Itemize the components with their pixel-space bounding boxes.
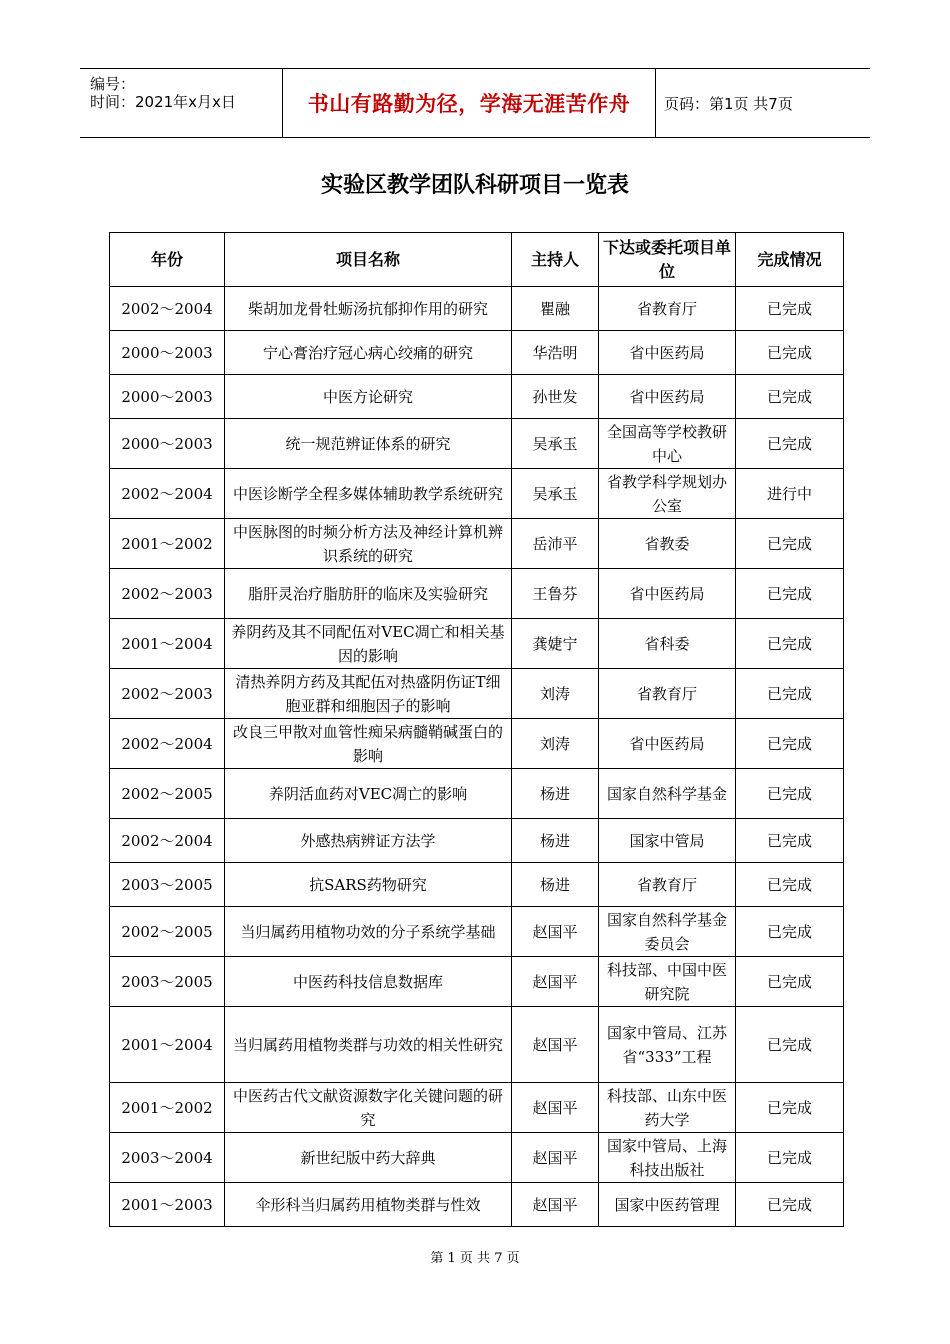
unit-cell: 科技部、中国中医研究院 bbox=[599, 957, 736, 1007]
project-name-cell: 宁心膏治疗冠心病心绞痛的研究 bbox=[225, 331, 512, 375]
project-name-cell: 改良三甲散对血管性痴呆病髓鞘碱蛋白的影响 bbox=[225, 719, 512, 769]
table-row bbox=[110, 1133, 844, 1183]
status-cell: 进行中 bbox=[736, 469, 844, 519]
unit-cell: 省教育厅 bbox=[599, 669, 736, 719]
year-cell: 2001～2004 bbox=[110, 1007, 225, 1083]
table-row bbox=[110, 907, 844, 957]
leader-cell: 赵国平 bbox=[512, 1133, 599, 1183]
unit-cell: 省教学科学规划办公室 bbox=[599, 469, 736, 519]
table-row bbox=[110, 863, 844, 907]
column-header-status: 完成情况 bbox=[736, 233, 844, 287]
unit-cell: 省中医药局 bbox=[599, 719, 736, 769]
leader-cell: 杨进 bbox=[512, 769, 599, 819]
unit-cell: 全国高等学校教研中心 bbox=[599, 419, 736, 469]
year-cell: 2001～2002 bbox=[110, 519, 225, 569]
table-row bbox=[110, 719, 844, 769]
table-header-row bbox=[110, 233, 844, 287]
unit-cell: 省科委 bbox=[599, 619, 736, 669]
status-cell: 已完成 bbox=[736, 863, 844, 907]
table-row bbox=[110, 769, 844, 819]
project-name-cell: 统一规范辨证体系的研究 bbox=[225, 419, 512, 469]
status-cell: 已完成 bbox=[736, 569, 844, 619]
table-row bbox=[110, 957, 844, 1007]
year-cell: 2002～2003 bbox=[110, 569, 225, 619]
leader-cell: 吴承玉 bbox=[512, 469, 599, 519]
year-cell: 2002～2004 bbox=[110, 719, 225, 769]
project-name-cell: 养阴药及其不同配伍对VEC凋亡和相关基因的影响 bbox=[225, 619, 512, 669]
project-name-cell: 抗SARS药物研究 bbox=[225, 863, 512, 907]
status-cell: 已完成 bbox=[736, 287, 844, 331]
table-row bbox=[110, 519, 844, 569]
year-cell: 2000～2003 bbox=[110, 331, 225, 375]
year-cell: 2002～2004 bbox=[110, 469, 225, 519]
column-header-leader: 主持人 bbox=[512, 233, 599, 287]
page-header bbox=[80, 68, 870, 138]
page-footer: 第 1 页 共 7 页 bbox=[430, 1251, 520, 1266]
status-cell: 已完成 bbox=[736, 519, 844, 569]
project-name-cell: 柴胡加龙骨牡蛎汤抗郁抑作用的研究 bbox=[225, 287, 512, 331]
project-name-cell: 养阴活血药对VEC凋亡的影响 bbox=[225, 769, 512, 819]
status-cell: 已完成 bbox=[736, 769, 844, 819]
unit-cell: 国家自然科学基金委员会 bbox=[599, 907, 736, 957]
table-body bbox=[110, 287, 844, 1227]
project-name-cell: 中医方论研究 bbox=[225, 375, 512, 419]
unit-cell: 科技部、山东中医药大学 bbox=[599, 1083, 736, 1133]
status-cell: 已完成 bbox=[736, 1183, 844, 1227]
year-cell: 2003～2005 bbox=[110, 863, 225, 907]
status-cell: 已完成 bbox=[736, 375, 844, 419]
unit-cell: 国家中管局、江苏省“333”工程 bbox=[599, 1007, 736, 1083]
document-title: 实验区教学团队科研项目一览表 bbox=[320, 173, 629, 198]
table-row bbox=[110, 619, 844, 669]
leader-cell: 吴承玉 bbox=[512, 419, 599, 469]
project-name-cell: 中医诊断学全程多媒体辅助教学系统研究 bbox=[225, 469, 512, 519]
column-header-unit: 下达或委托项目单位 bbox=[599, 233, 736, 287]
header-page-info bbox=[654, 69, 870, 137]
unit-cell: 国家中医药管理 bbox=[599, 1183, 736, 1227]
year-cell: 2001～2004 bbox=[110, 619, 225, 669]
table-row bbox=[110, 469, 844, 519]
unit-cell: 省教委 bbox=[599, 519, 736, 569]
table-row bbox=[110, 819, 844, 863]
year-cell: 2000～2003 bbox=[110, 419, 225, 469]
leader-cell: 赵国平 bbox=[512, 1007, 599, 1083]
table-row bbox=[110, 331, 844, 375]
table-row bbox=[110, 1183, 844, 1227]
project-name-cell: 中医药科技信息数据库 bbox=[225, 957, 512, 1007]
status-cell: 已完成 bbox=[736, 331, 844, 375]
unit-cell: 省教育厅 bbox=[599, 863, 736, 907]
year-cell: 2001～2003 bbox=[110, 1183, 225, 1227]
status-cell: 已完成 bbox=[736, 1083, 844, 1133]
table-row bbox=[110, 419, 844, 469]
year-cell: 2002～2004 bbox=[110, 287, 225, 331]
unit-cell: 省教育厅 bbox=[599, 287, 736, 331]
table-row bbox=[110, 1007, 844, 1083]
table-row bbox=[110, 1083, 844, 1133]
year-cell: 2003～2004 bbox=[110, 1133, 225, 1183]
leader-cell: 杨进 bbox=[512, 863, 599, 907]
leader-cell: 龚婕宁 bbox=[512, 619, 599, 669]
leader-cell: 赵国平 bbox=[512, 1183, 599, 1227]
year-cell: 2002～2003 bbox=[110, 669, 225, 719]
unit-cell: 省中医药局 bbox=[599, 331, 736, 375]
status-cell: 已完成 bbox=[736, 1007, 844, 1083]
status-cell: 已完成 bbox=[736, 619, 844, 669]
header-meta bbox=[80, 69, 282, 137]
leader-cell: 岳沛平 bbox=[512, 519, 599, 569]
table-row bbox=[110, 375, 844, 419]
leader-cell: 华浩明 bbox=[512, 331, 599, 375]
leader-cell: 刘涛 bbox=[512, 719, 599, 769]
unit-cell: 省中医药局 bbox=[599, 375, 736, 419]
year-cell: 2000～2003 bbox=[110, 375, 225, 419]
leader-cell: 瞿融 bbox=[512, 287, 599, 331]
leader-cell: 杨进 bbox=[512, 819, 599, 863]
leader-cell: 赵国平 bbox=[512, 1083, 599, 1133]
status-cell: 已完成 bbox=[736, 819, 844, 863]
leader-cell: 王鲁芬 bbox=[512, 569, 599, 619]
doc-number-label: 编号： bbox=[90, 75, 136, 93]
year-cell: 2002～2004 bbox=[110, 819, 225, 863]
unit-cell: 国家中管局 bbox=[599, 819, 736, 863]
leader-cell: 刘涛 bbox=[512, 669, 599, 719]
year-cell: 2002～2005 bbox=[110, 907, 225, 957]
project-name-cell: 新世纪版中药大辞典 bbox=[225, 1133, 512, 1183]
status-cell: 已完成 bbox=[736, 1133, 844, 1183]
unit-cell: 国家自然科学基金 bbox=[599, 769, 736, 819]
year-cell: 2002～2005 bbox=[110, 769, 225, 819]
leader-cell: 孙世发 bbox=[512, 375, 599, 419]
leader-cell: 赵国平 bbox=[512, 957, 599, 1007]
project-name-cell: 外感热病辨证方法学 bbox=[225, 819, 512, 863]
project-name-cell: 中医脉图的时频分析方法及神经计算机辨识系统的研究 bbox=[225, 519, 512, 569]
project-name-cell: 清热养阴方药及其配伍对热盛阴伤证T细胞亚群和细胞因子的影响 bbox=[225, 669, 512, 719]
project-name-cell: 当归属药用植物功效的分子系统学基础 bbox=[225, 907, 512, 957]
page-number-label: 页码：第1页 共7页 bbox=[664, 94, 793, 113]
project-name-cell: 伞形科当归属药用植物类群与性效 bbox=[225, 1183, 512, 1227]
doc-time-label: 时间：2021年x月x日 bbox=[90, 93, 236, 111]
column-header-year: 年份 bbox=[110, 233, 225, 287]
table-row bbox=[110, 569, 844, 619]
status-cell: 已完成 bbox=[736, 907, 844, 957]
year-cell: 2001～2002 bbox=[110, 1083, 225, 1133]
project-table bbox=[109, 232, 844, 1227]
unit-cell: 国家中管局、上海科技出版社 bbox=[599, 1133, 736, 1183]
leader-cell: 赵国平 bbox=[512, 907, 599, 957]
project-name-cell: 中医药古代文献资源数字化关键问题的研究 bbox=[225, 1083, 512, 1133]
column-header-project-name: 项目名称 bbox=[225, 233, 512, 287]
status-cell: 已完成 bbox=[736, 957, 844, 1007]
year-cell: 2003～2005 bbox=[110, 957, 225, 1007]
header-motto: 书山有路勤为径，学海无涯苦作舟 bbox=[282, 69, 656, 137]
unit-cell: 省中医药局 bbox=[599, 569, 736, 619]
table-row bbox=[110, 669, 844, 719]
status-cell: 已完成 bbox=[736, 719, 844, 769]
table-row bbox=[110, 287, 844, 331]
status-cell: 已完成 bbox=[736, 669, 844, 719]
status-cell: 已完成 bbox=[736, 419, 844, 469]
project-name-cell: 脂肝灵治疗脂肪肝的临床及实验研究 bbox=[225, 569, 512, 619]
project-name-cell: 当归属药用植物类群与功效的相关性研究 bbox=[225, 1007, 512, 1083]
